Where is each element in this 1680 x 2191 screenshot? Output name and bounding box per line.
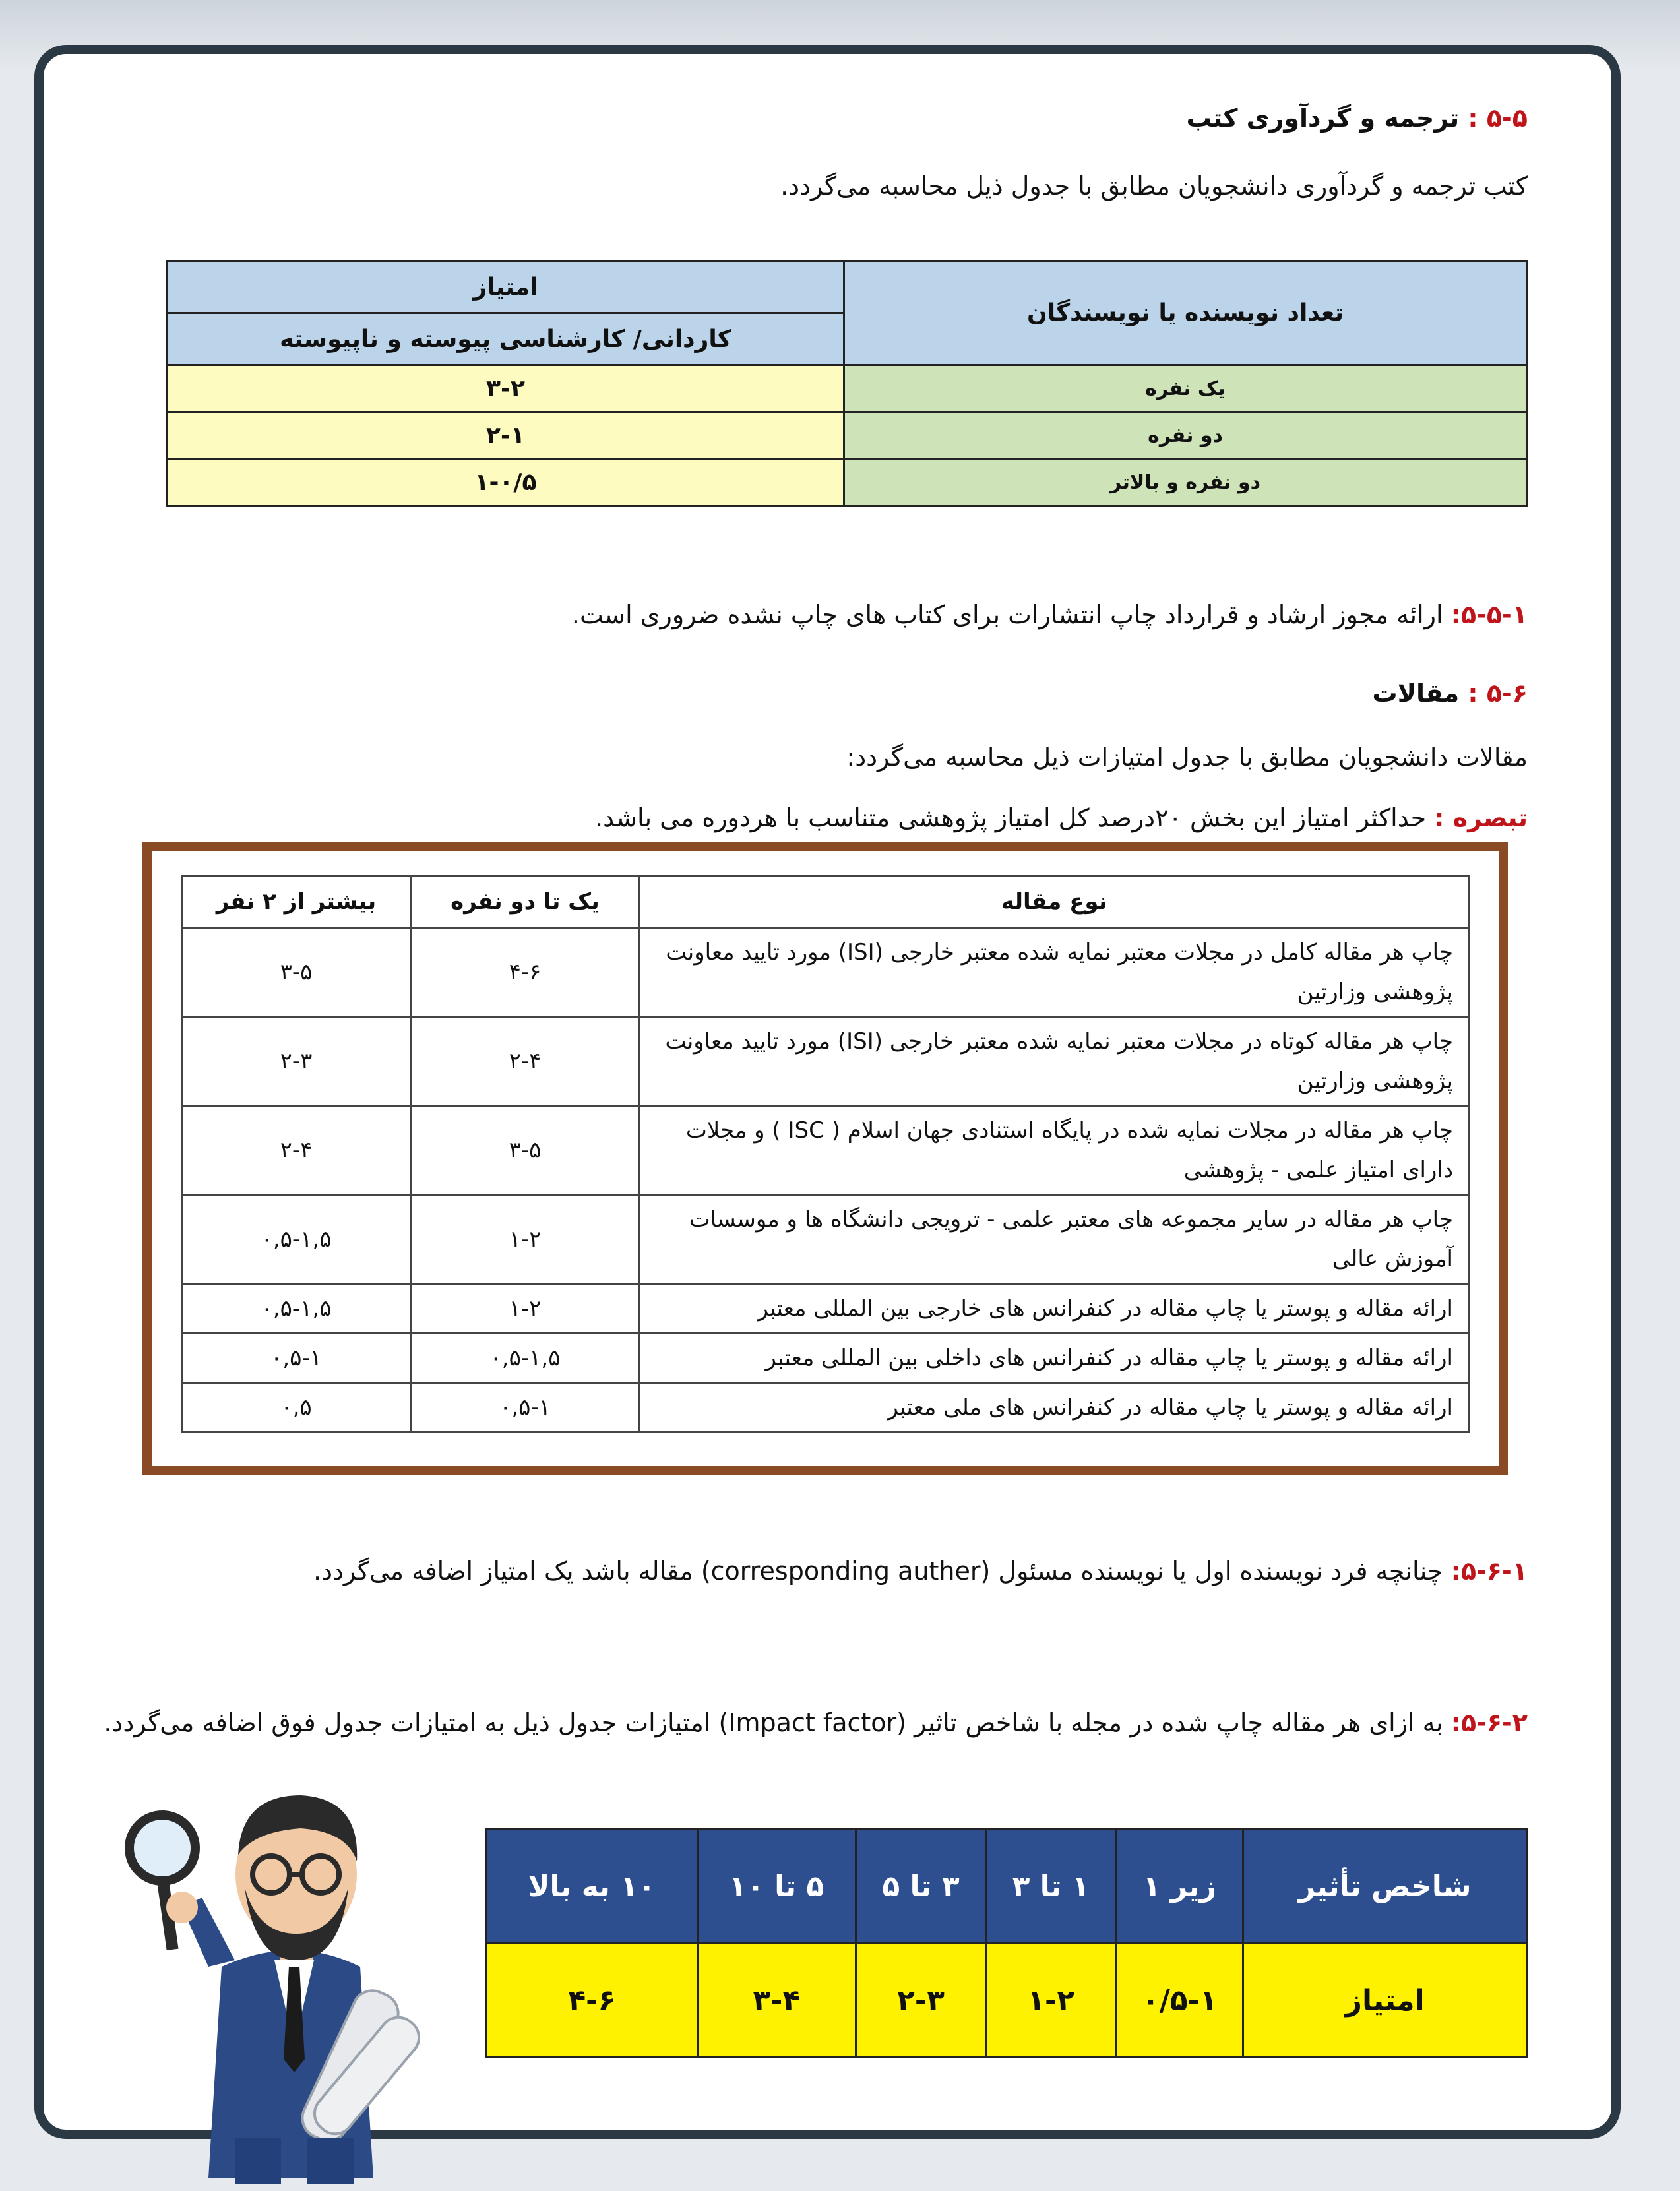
- header-range: ۵ تا ۱۰: [697, 1830, 856, 1944]
- section-5-5-intro: کتب ترجمه و گردآوری دانشجویان مطابق با جدول ذیل محاسبه می‌گردد.: [780, 171, 1528, 201]
- header-article-type: نوع مقاله: [640, 876, 1469, 928]
- row-value: ۱-۰/۵: [168, 459, 844, 506]
- score-value: ۴-۶: [487, 1944, 698, 2058]
- article-type: چاپ هر مقاله در سایر مجموعه های معتبر علمی - ترویجی دانشگاه ها و موسسات آموزش عالی: [640, 1195, 1469, 1284]
- score-one-two: ۱-۲: [411, 1284, 640, 1334]
- section-5-6-1: [83, 1551, 1528, 1591]
- row-label: دو نفره و بالاتر: [844, 459, 1527, 506]
- section-text: چنانچه فرد نویسنده اول یا نویسنده مسئول (corresponding auther) مقاله باشد یک امتیاز اضافه می‌گردد.: [313, 1557, 1443, 1586]
- section-text: ارائه مجوز ارشاد و قرارداد چاپ انتشارات برای کتاب های چاپ نشده ضروری است.: [571, 600, 1443, 629]
- article-type: چاپ هر مقاله کامل در مجلات معتبر نمایه شده معتبر خارجی (ISI) مورد تایید معاونت پژوهشی وزارتین: [640, 928, 1469, 1017]
- document-frame: [34, 45, 1621, 2139]
- books-score-table: [166, 260, 1528, 507]
- header-impact-factor: شاخص تأثیر: [1243, 1830, 1527, 1944]
- header-range: زیر ۱: [1116, 1830, 1243, 1944]
- header-range: ۱ تا ۳: [986, 1830, 1116, 1944]
- table-row: [182, 928, 1469, 1017]
- score-more: ۰,۵: [182, 1383, 411, 1433]
- score-value: ۲-۳: [856, 1944, 985, 2058]
- row-label: یک نفره: [844, 365, 1527, 412]
- row-value: ۲-۱: [168, 412, 844, 459]
- header-more: بیشتر از ۲ نفر: [182, 876, 411, 928]
- row-label: دو نفره: [844, 412, 1527, 459]
- score-label: امتیاز: [1243, 1944, 1527, 2058]
- table-row: [182, 1334, 1469, 1383]
- table-row: [168, 412, 1527, 459]
- section-number: ۵-۶-۲:: [1450, 1708, 1528, 1737]
- table-row: [168, 459, 1527, 506]
- table-row: [182, 1383, 1469, 1433]
- score-value: ۳-۴: [697, 1944, 856, 2058]
- score-one-two: ۲-۴: [411, 1017, 640, 1106]
- articles-table-frame: [142, 842, 1508, 1475]
- header-level: کاردانی/ کارشناسی پیوسته و ناپیوسته: [168, 313, 844, 365]
- section-5-6-intro: مقالات دانشجویان مطابق با جدول امتیازات ذیل محاسبه می‌گردد:: [846, 743, 1528, 772]
- score-more: ۳-۵: [182, 928, 411, 1017]
- table-row: [487, 1944, 1527, 2058]
- score-one-two: ۳-۵: [411, 1106, 640, 1195]
- article-type: چاپ هر مقاله در مجلات نمایه شده در پایگاه استنادی جهان اسلام ( ISC ) و مجلات دارای امتیاز علمی - پژوهشی: [640, 1106, 1469, 1195]
- score-more: ۲-۳: [182, 1017, 411, 1106]
- section-text: به ازای هر مقاله چاپ شده در مجله با شاخص تاثیر (Impact factor) امتیازات جدول ذیل به امتیازات جدول فوق اضافه می‌گردد.: [104, 1708, 1443, 1737]
- section-5-6-note: [83, 798, 1528, 838]
- score-one-two: ۱-۲: [411, 1195, 640, 1284]
- table-row: [182, 1106, 1469, 1195]
- table-row: [182, 1284, 1469, 1334]
- articles-score-table: [181, 875, 1470, 1433]
- section-5-6-2: [83, 1703, 1528, 1743]
- score-more: ۰,۵-۱,۵: [182, 1284, 411, 1334]
- header-range: ۱۰ به بالا: [487, 1830, 698, 1944]
- note-label: تبصره :: [1434, 803, 1528, 832]
- section-number: ۵-۶-۱:: [1450, 1557, 1528, 1586]
- score-one-two: ۰,۵-۱: [411, 1383, 640, 1433]
- header-range: ۳ تا ۵: [856, 1830, 985, 1944]
- table-row: [182, 1195, 1469, 1284]
- header-writers: تعداد نویسنده یا نویسندگان: [844, 261, 1527, 365]
- score-one-two: ۰,۵-۱,۵: [411, 1334, 640, 1383]
- table-row: [168, 365, 1527, 412]
- article-type: چاپ هر مقاله کوتاه در مجلات معتبر نمایه شده معتبر خارجی (ISI) مورد تایید معاونت پژوهشی وزارتین: [640, 1017, 1469, 1106]
- section-5-6-heading: [1373, 677, 1528, 710]
- section-title: ترجمه و گردآوری کتب: [1186, 104, 1460, 133]
- man-with-magnifier-illustration: [109, 1769, 479, 2191]
- article-type: ارائه مقاله و پوستر یا چاپ مقاله در کنفرانس های ملی معتبر: [640, 1383, 1469, 1433]
- section-5-5-heading: [1187, 102, 1528, 135]
- article-type: ارائه مقاله و پوستر یا چاپ مقاله در کنفرانس های خارجی بین المللی معتبر: [640, 1284, 1469, 1334]
- section-number: ۵-۶ :: [1468, 679, 1528, 708]
- header-one-two: یک تا دو نفره: [411, 876, 640, 928]
- section-number: ۵-۵ :: [1468, 104, 1528, 133]
- score-one-two: ۴-۶: [411, 928, 640, 1017]
- row-value: ۳-۲: [168, 365, 844, 412]
- impact-factor-table: [485, 1828, 1528, 2058]
- score-more: ۰,۵-۱: [182, 1334, 411, 1383]
- table-row: [182, 1017, 1469, 1106]
- section-5-5-1: [83, 595, 1528, 634]
- score-value: ۱-۲: [986, 1944, 1116, 2058]
- article-type: ارائه مقاله و پوستر یا چاپ مقاله در کنفرانس های داخلی بین المللی معتبر: [640, 1334, 1469, 1383]
- note-text: حداکثر امتیاز این بخش ۲۰درصد کل امتیاز پژوهشی متناسب با هردوره می باشد.: [595, 803, 1427, 832]
- section-title: مقالات: [1372, 679, 1460, 708]
- section-number: ۵-۵-۱:: [1450, 600, 1528, 629]
- score-value: ۰/۵-۱: [1116, 1944, 1243, 2058]
- header-score: امتیاز: [168, 261, 844, 313]
- score-more: ۲-۴: [182, 1106, 411, 1195]
- score-more: ۰,۵-۱,۵: [182, 1195, 411, 1284]
- articles-table-panel: [152, 851, 1499, 1466]
